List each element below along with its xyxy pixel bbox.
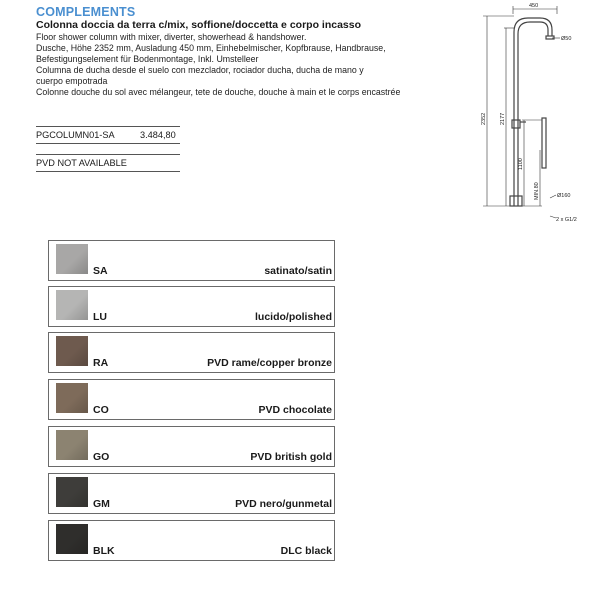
finish-code: CO [93, 404, 109, 416]
finish-code: GM [93, 498, 110, 510]
finish-name: PVD rame/copper bronze [207, 357, 332, 369]
column-pipe [514, 18, 552, 206]
divider [36, 143, 180, 144]
finish-swatch [56, 336, 88, 366]
dimension-label: 2 x G1/2 [556, 217, 577, 223]
finish-swatch [56, 244, 88, 274]
dimension-label: 2352 [481, 112, 487, 125]
finish-card-lu [48, 286, 335, 327]
handshower [542, 118, 546, 168]
product-price: 3.484,80 [140, 130, 176, 140]
product-description [36, 32, 476, 98]
finish-code: LU [93, 311, 107, 323]
divider [36, 154, 180, 155]
dimension-label: Ø50 [561, 36, 572, 42]
finish-code: RA [93, 357, 109, 369]
product-code: PGCOLUMN01-SA [36, 130, 115, 140]
finish-swatch [56, 383, 88, 413]
mixer-body [512, 120, 520, 128]
finish-swatch [56, 524, 88, 554]
dimension-label: 1100 [518, 158, 524, 170]
showerhead [546, 36, 554, 39]
finish-swatch [56, 477, 88, 507]
finish-name: lucido/polished [254, 311, 332, 323]
finish-code: BLK [93, 545, 115, 557]
dimension-label: 450 [529, 3, 539, 9]
divider [36, 126, 180, 127]
finish-code: SA [93, 265, 108, 277]
product-title: Colonna doccia da terra c/mix, soffione/doccetta e corpo incasso [36, 19, 362, 31]
dimension-label: MIN.80 [534, 182, 540, 200]
technical-drawing [470, 0, 600, 232]
pvd-note: PVD NOT AVAILABLE [36, 158, 127, 168]
finish-name: satinato/satin [264, 265, 332, 277]
finish-card-go [48, 426, 335, 467]
base-plate [510, 196, 522, 206]
finish-name: PVD british gold [250, 451, 332, 463]
section-heading: COMPLEMENTS [36, 5, 136, 19]
description-line: Dusche, Höhe 2352 mm, Ausladung 450 mm, Einhebelmischer, Kopfbrause, Handbrause, [36, 43, 386, 53]
divider [36, 171, 180, 172]
description-line: Befestigungselement für Bodenmontage, Inkl. Umstelleer [36, 54, 259, 64]
finish-name: DLC black [280, 545, 332, 557]
finish-card-ra [48, 332, 335, 373]
column-pipe [518, 22, 548, 206]
finish-swatch [56, 290, 88, 320]
finish-name: PVD nero/gunmetal [235, 498, 332, 510]
finish-swatch [56, 430, 88, 460]
finish-card-gm [48, 473, 335, 514]
dimension-label: Ø160 [557, 193, 571, 199]
finish-card-blk [48, 520, 335, 561]
description-line: cuerpo empotrada [36, 76, 108, 86]
finish-code: GO [93, 451, 110, 463]
description-line: Columna de ducha desde el suelo con mezclador, rociador ducha, ducha de mano y [36, 65, 364, 75]
finish-card-sa [48, 240, 335, 281]
finish-name: PVD chocolate [258, 404, 332, 416]
description-line: Colonne douche du sol avec mélangeur, tete de douche, douche à main et le corps encastrée [36, 87, 401, 97]
finish-card-co [48, 379, 335, 420]
dimension-label: 2177 [500, 112, 506, 125]
leader-line [550, 195, 556, 198]
description-line: Floor shower column with mixer, diverter, showerhead & handshower. [36, 32, 307, 42]
